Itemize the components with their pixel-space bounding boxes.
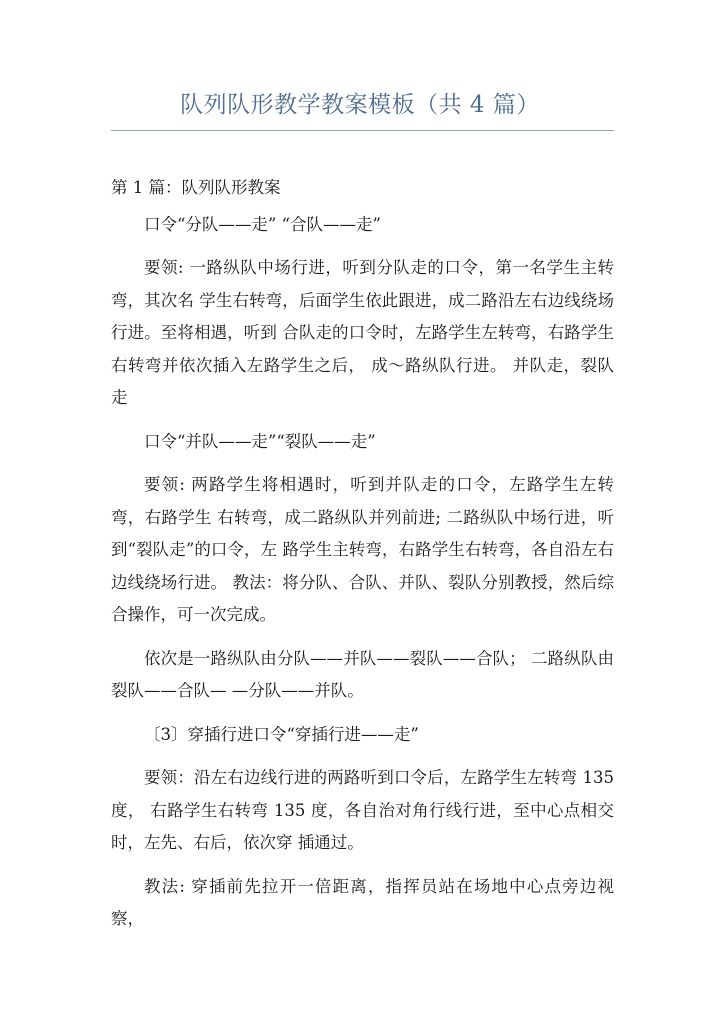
command-line: 〔3〕穿插行进口令“穿插行进——走”: [144, 724, 419, 744]
body-paragraph: 要领: 一路纵队中场行进，听到分队走的口令，第一名学生主转弯，其次名 学生右转弯，后面学生依此跟进，成二路沿左右边线绕场行进。至将相遇，听到 合队走的口令时，左路学生左转弯，右路学生右转弯并依次插入左路学生之后， 成～路纵队行进。 并队走，裂队走: [111, 258, 614, 407]
body-paragraph: 要领：沿左右边线行进的两路听到口令后，左路学生左转弯 135 度， 右路学生右转弯 135 度，各自治对角行线行进，至中心点相交时，左先、右后，依次穿 插通过。: [111, 768, 614, 852]
body-paragraph: 要领: 两路学生将相遇时，听到并队走的口令，左路学生左转弯，右路学生 右转弯，成二路纵队并列前进; 二路纵队中场行进，听到“裂队走”的口令，左 路学生主转弯，右路学生右转弯，各自沿左右边线绕场行进。 教法：将分队、合队、并队、裂队分别教授，然后综合操作，可一次完成。: [111, 475, 614, 624]
body-paragraph: 教法: 穿插前先拉开一倍距离，指挥员站在场地中心点旁边视察，: [111, 876, 614, 928]
body-paragraph: 依次是一路纵队由分队——并队——裂队——合队； 二路纵队由裂队——合队— —分队——并队。: [111, 648, 614, 700]
section-heading: 第 1 篇：队列队形教案: [111, 178, 281, 197]
command-line: 口令“并队——走”“裂队——走”: [144, 431, 376, 451]
command-line: 口令“分队——走” “合队——走”: [144, 214, 381, 234]
document-title: 队列队形教学教案模板（共 4 篇）: [180, 92, 540, 118]
title-divider: [111, 130, 614, 131]
document-body: [111, 172, 614, 947]
